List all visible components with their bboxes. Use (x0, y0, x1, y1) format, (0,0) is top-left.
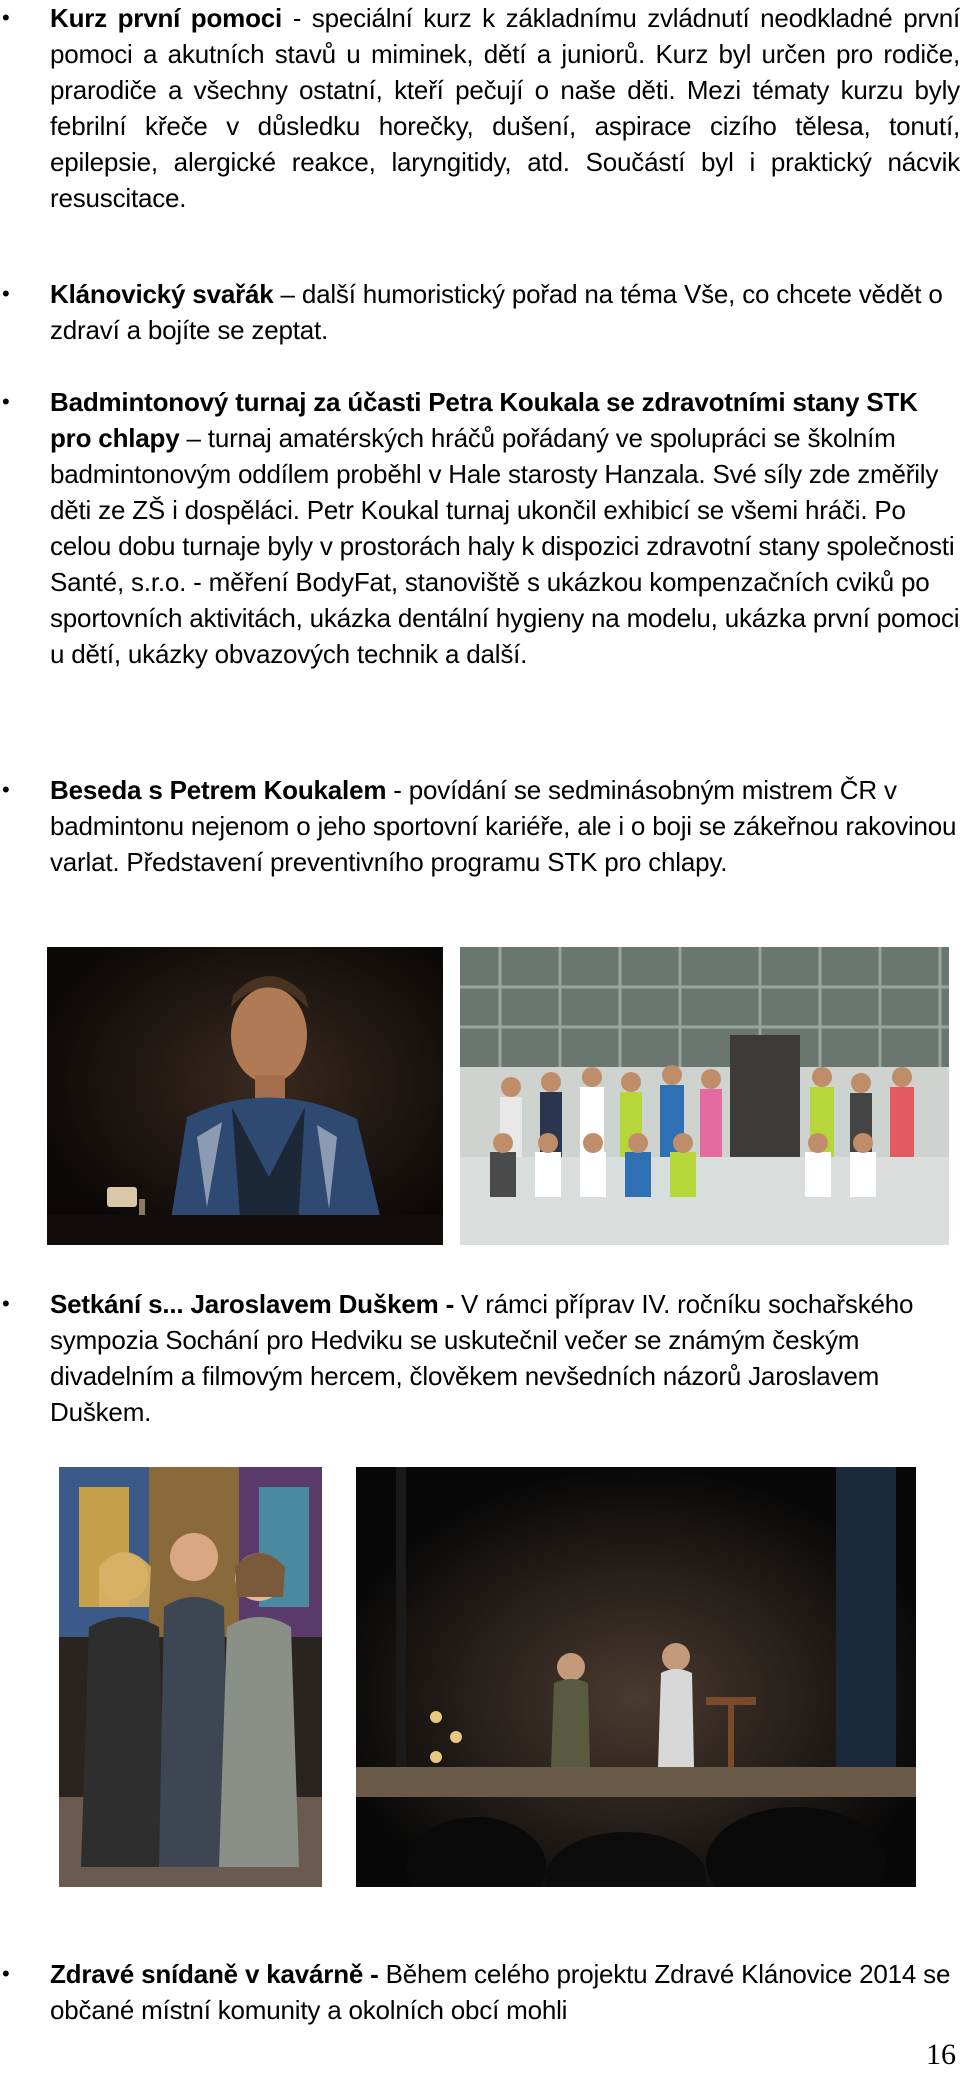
item-title: Klánovický svařák (50, 279, 274, 309)
item-body: - speciální kurz k základnímu zvládnutí neodkladné první pomoci a akutních stavů u miminek, dětí a juniorů. Kurz byl určen pro rodiče, prarodiče a všechny ostatní, kteří pečují o naše děti. Mezi tématy kurzu byly febrilní křeče v důsledku horečky, dušení, aspirace cizího tělesa, tonutí, epilepsie, alergické reakce, laryngitidy, atd. Součástí byl i praktický nácvik resuscitace. (50, 3, 960, 213)
bullet-marker: • (2, 389, 10, 414)
paragraph-healthy-breakfast (50, 1956, 960, 2028)
page-number: 16 (926, 2038, 956, 2071)
paragraph-dusek-meeting (50, 1286, 960, 1430)
item-body: V rámci příprav IV. ročníku sochařského sympozia Sochání pro Hedviku se uskutečnil večer se známým českým divadelním a filmovým hercem, člověkem nevšedních názorů Jaroslavem Duškem. (50, 1289, 914, 1427)
item-body: Během celého projektu Zdravé Klánovice 2014 se občané místní komunity a okolních obcí mohli (50, 1959, 951, 2025)
item-title: Badmintonový turnaj za účasti Petra Koukala se zdravotními stany STK pro chlapy (50, 387, 918, 453)
item-title: Zdravé snídaně v kavárně - (50, 1959, 379, 1989)
item-body: - povídání se sedminásobným mistrem ČR v badmintonu nejenom o jeho sportovní kariéře, ale i o boji se zákeřnou rakovinou varlat. Představení preventivního programu STK pro chlapy. (50, 775, 957, 877)
bullet-marker: • (2, 281, 10, 306)
photo-group-portrait (59, 1467, 322, 1887)
item-title: Setkání s... Jaroslavem Duškem - (50, 1289, 455, 1319)
bullet-marker: • (2, 5, 10, 30)
item-body: – další humoristický pořad na téma Vše, co chcete vědět o zdraví a bojíte se zeptat. (50, 279, 943, 345)
item-title: Kurz první pomoci (50, 3, 283, 33)
bullet-marker: • (2, 777, 10, 802)
item-title: Beseda s Petrem Koukalem (50, 775, 387, 805)
item-body: – turnaj amatérských hráčů pořádaný ve spolupráci se školním badmintonovým oddílem proběhl v Hale starosty Hanzala. Své síly zde změřily děti ze ZŠ i dospěláci. Petr Koukal turnaj ukončil exhibicí se všemi hráči. Po celou dobu turnaje byly v prostorách haly k dispozici zdravotní stany společnosti Santé, s.r.o. - měření BodyFat, stanoviště s ukázkou kompenzačních cviků po sportovních aktivitách, ukázka dentální hygieny na modelu, ukázka první pomoci u dětí, ukázky obvazových technik a další. (50, 423, 960, 669)
paragraph-klanovicky-svarak (50, 276, 960, 348)
paragraph-badminton-tournament (50, 384, 960, 672)
paragraph-first-aid-course (50, 0, 960, 216)
paragraph-koukal-talk (50, 772, 960, 880)
bullet-marker: • (2, 1961, 10, 1986)
photo-koukal-portrait (47, 947, 443, 1245)
photo-stage-evening (356, 1467, 916, 1887)
photo-badminton-group (460, 947, 949, 1245)
bullet-marker: • (2, 1291, 10, 1316)
